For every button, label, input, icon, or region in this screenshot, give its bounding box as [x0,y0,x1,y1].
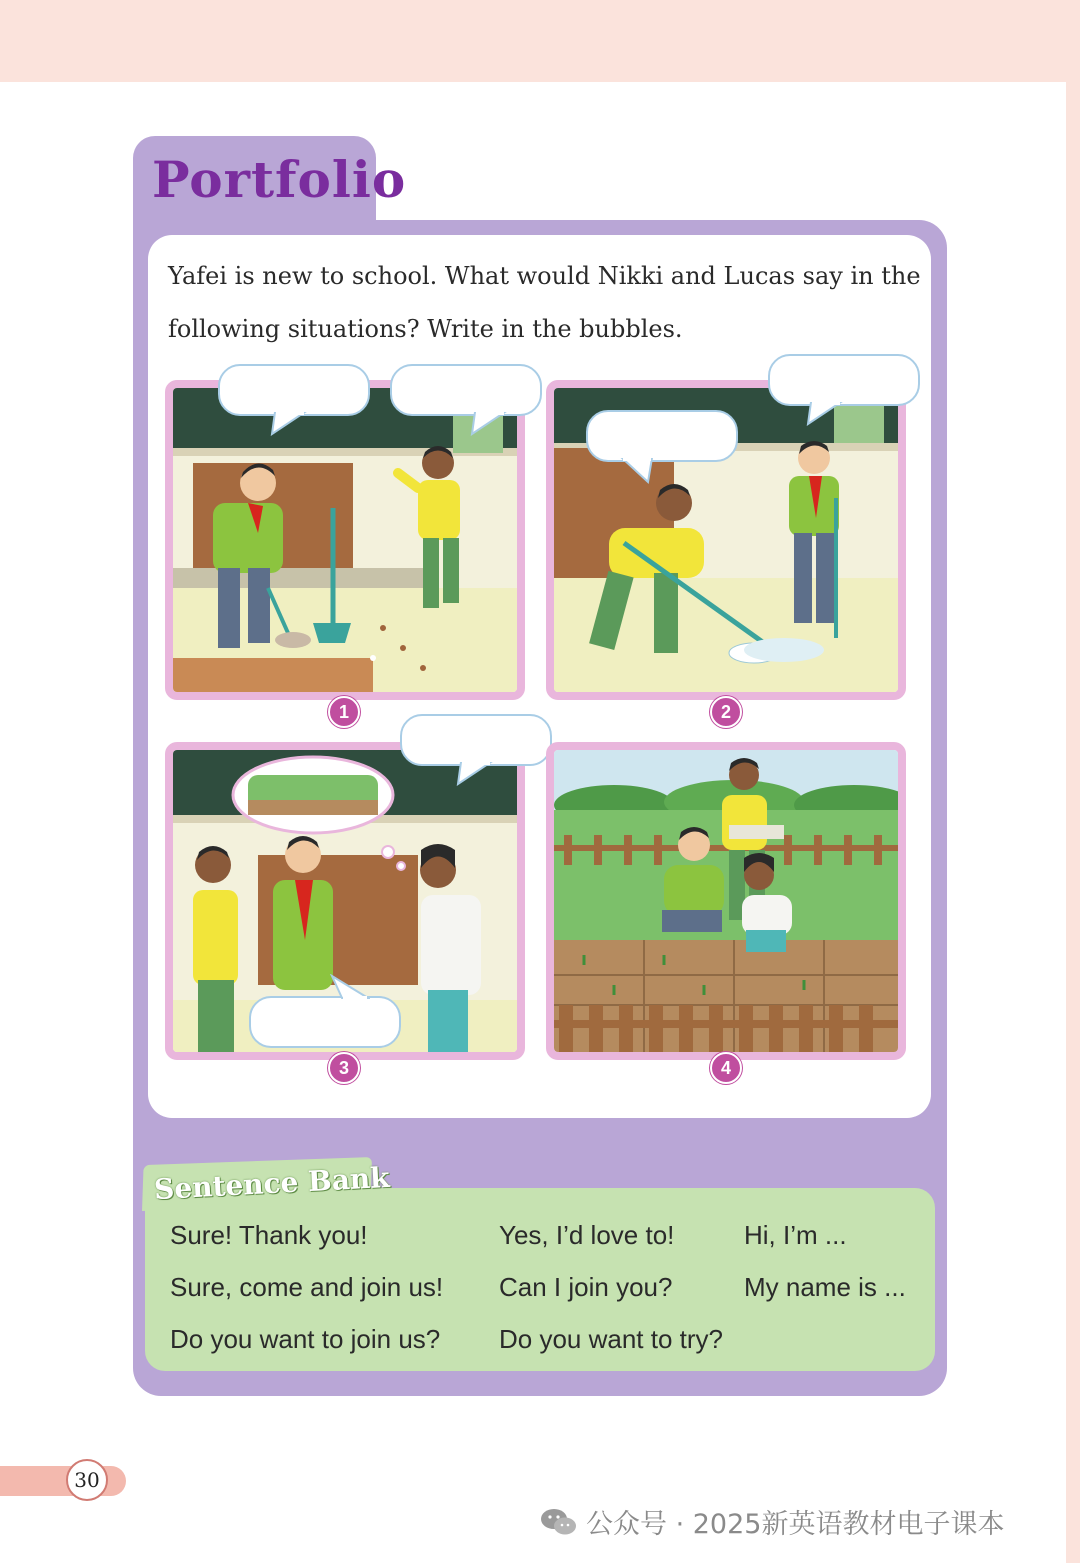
panel-number-1: 1 [328,696,360,728]
sentence-bank-item: Do you want to try? [499,1324,723,1354]
sentence-bank-title: Sentence Bank [153,1160,391,1207]
speech-bubble-2a[interactable] [768,354,920,406]
sentence-bank-item: Hi, I’m ... [744,1220,847,1250]
speech-bubble-1a[interactable] [218,364,370,416]
speech-bubble-tail-2a [806,402,846,426]
portfolio-title: Portfolio [152,150,407,209]
illustration-panel-4 [546,742,906,1060]
speech-bubble-2b[interactable] [586,410,738,462]
speech-bubble-tail-1b [470,412,510,436]
speech-bubble-tail-2b [620,458,660,484]
speech-bubble-tail-3a [456,762,496,786]
instruction-text: Yafei is new to school. What would Nikki and Lucas say in the following situations? Write in the bubbles. [168,262,921,343]
panel-number-2: 2 [710,696,742,728]
watermark [540,1502,1004,1541]
sentence-bank-item: Do you want to join us? [170,1324,441,1354]
wechat-icon [540,1507,578,1537]
sentence-bank-item: Can I join you? [499,1272,673,1302]
speech-bubble-3a[interactable] [400,714,552,766]
sweeping-scene-illustration [173,388,517,692]
panel-number-4: 4 [710,1052,742,1084]
page-number: 30 [66,1459,108,1501]
panel-number-3: 3 [328,1052,360,1084]
sentence-bank-item: My name is ... [744,1272,906,1302]
page-top-band [0,0,1080,82]
speech-bubble-3b[interactable] [249,996,401,1048]
sentence-bank-item: Sure! Thank you! [170,1220,368,1250]
watermark-text: 公众号 · 2025新英语教材电子课本 [586,1509,1005,1540]
page-right-edge [1066,82,1080,1563]
speech-bubble-tail-3b [330,974,370,1000]
garden-scene-illustration [554,750,898,1052]
sentence-bank-item: Yes, I’d love to! [499,1220,675,1250]
speech-bubble-1b[interactable] [390,364,542,416]
speech-bubble-tail-1a [270,412,310,436]
sentence-bank-item: Sure, come and join us! [170,1272,444,1302]
